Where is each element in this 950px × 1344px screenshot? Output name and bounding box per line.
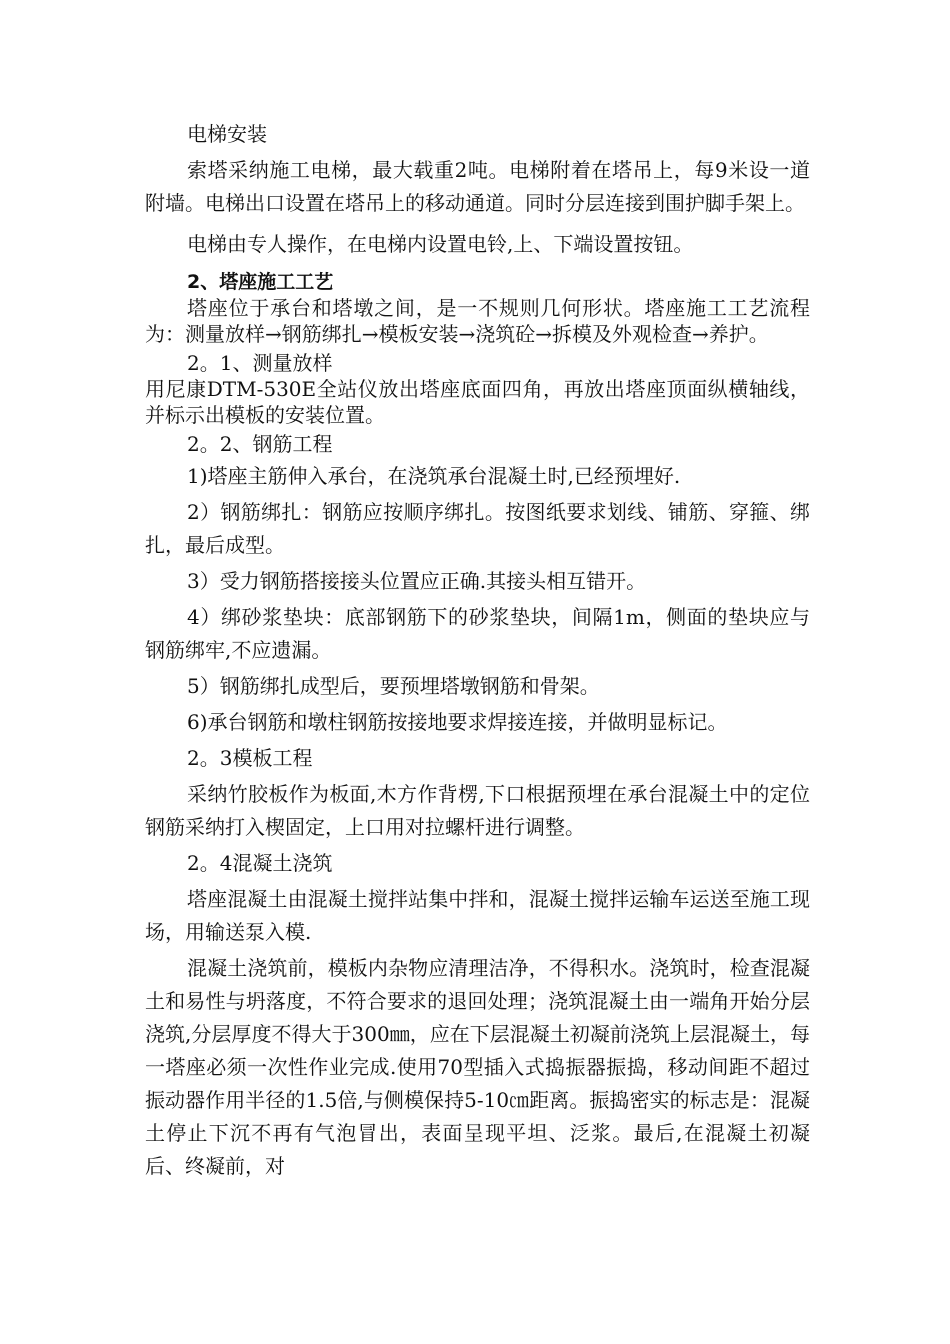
paragraph-elevator-title: 电梯安装	[187, 122, 267, 146]
subheading-formwork: 2。3模板工程	[187, 746, 313, 770]
paragraph-concrete-pouring: 混凝土浇筑前，模板内杂物应清理洁净，不得积水。浇筑时，检查混凝土和易性与坍落度，不符合要求的退回处理；浇筑混凝土由一端角开始分层浇筑,分层厚度不得大于300㎜，应在下层混凝土初凝前浇筑上层混凝土，每一塔座必须一次性作业完成.使用70型插入式捣振器振捣，移动间距不超过振动器作用半径的1.5倍,与侧模保持5-10㎝距离。振捣密实的标志是：混凝土停止下沉不再有气泡冒出，表面呈现平坦、泛浆。最后,在混凝土初凝后、终凝前，对	[145, 956, 810, 1178]
paragraph-rebar-1: 1)塔座主筋伸入承台，在浇筑承台混凝土时,已经预埋好.	[187, 464, 681, 488]
document-body	[145, 118, 810, 1183]
section-heading-tower-base: 2、塔座施工工艺	[187, 271, 334, 293]
paragraph-rebar-6: 6)承台钢筋和墩柱钢筋按接地要求焊接连接，并做明显标记。	[187, 710, 728, 734]
paragraph-rebar-3: 3）受力钢筋搭接接头位置应正确.其接头相互错开。	[187, 569, 647, 593]
paragraph-survey: 用尼康DTM-530E全站仪放出塔座底面四角，再放出塔座顶面纵横轴线，并标示出模板的安装位置。	[145, 377, 810, 427]
subheading-concrete: 2。4混凝土浇筑	[187, 851, 333, 875]
paragraph-concrete-supply: 塔座混凝土由混凝土搅拌站集中拌和，混凝土搅拌运输车运送至施工现场，用输送泵入模.	[145, 887, 810, 944]
subheading-rebar: 2。2、钢筋工程	[187, 432, 333, 456]
paragraph-tower-base-intro: 塔座位于承台和塔墩之间，是一不规则几何形状。塔座施工工艺流程为：测量放样→钢筋绑扎→模板安装→浇筑砼→拆模及外观检查→养护。	[145, 296, 810, 346]
paragraph-rebar-4: 4）绑砂浆垫块：底部钢筋下的砂浆垫块，间隔1m，侧面的垫块应与钢筋绑牢,不应遗漏。	[145, 605, 810, 662]
paragraph-formwork: 采纳竹胶板作为板面,木方作背楞,下口根据预埋在承台混凝土中的定位钢筋采纳打入楔固定，上口用对拉螺杆进行调整。	[145, 782, 810, 839]
paragraph-elevator-operation: 电梯由专人操作，在电梯内设置电铃,上、下端设置按钮。	[187, 232, 694, 256]
subheading-survey: 2。1、测量放样	[187, 351, 333, 375]
paragraph-rebar-2: 2）钢筋绑扎：钢筋应按顺序绑扎。按图纸要求划线、铺筋、穿箍、绑扎，最后成型。	[145, 500, 810, 557]
paragraph-elevator-spec: 索塔采纳施工电梯，最大载重2吨。电梯附着在塔吊上，每9米设一道附墙。电梯出口设置在塔吊上的移动通道。同时分层连接到围护脚手架上。	[145, 158, 810, 215]
paragraph-rebar-5: 5）钢筋绑扎成型后，要预埋塔墩钢筋和骨架。	[187, 674, 600, 698]
